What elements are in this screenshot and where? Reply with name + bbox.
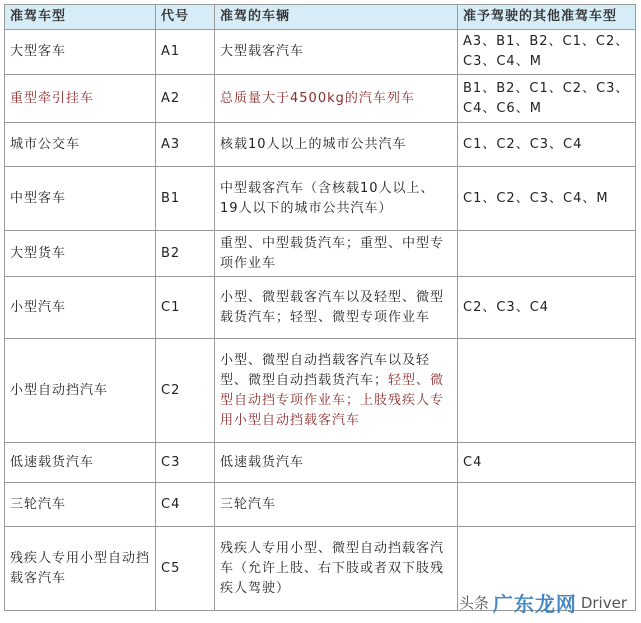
vehicles-text-normal: 小型、微型自动挡载客汽车以及轻型、微型自动挡载货汽车； (220, 352, 431, 388)
cell-class: 残疾人专用小型自动挡载客汽车 (5, 527, 156, 611)
cell-vehicles: 大型载客汽车 (215, 30, 458, 75)
cell-other (458, 231, 636, 277)
cell-other: B1、B2、C1、C2、C3、C4、C6、M (458, 75, 636, 123)
cell-class: 低速载货汽车 (5, 443, 156, 483)
watermark-prefix: 头条 (458, 594, 489, 612)
cell-vehicles: 残疾人专用小型、微型自动挡载客汽车（允许上肢、右下肢或者双下肢残疾人驾驶） (215, 527, 458, 611)
cell-vehicles: 三轮汽车 (215, 483, 458, 527)
table-row (5, 231, 636, 277)
header-other-classes: 准予驾驶的其他准驾车型 (458, 5, 636, 30)
header-vehicles: 准驾的车辆 (215, 5, 458, 30)
cell-vehicles: 总质量大于4500kg的汽车列车 (215, 75, 458, 123)
watermark (459, 588, 627, 617)
cell-code: A2 (156, 75, 215, 123)
cell-vehicles: 低速载货汽车 (215, 443, 458, 483)
table-row (5, 167, 636, 231)
vehicles-text-highlight: 轻型、微型自动挡专项作业车；上肢残疾人专用小型自动挡载客汽车 (220, 372, 445, 428)
cell-class: 大型客车 (5, 30, 156, 75)
table-row (5, 339, 636, 443)
license-class-table (4, 4, 636, 611)
cell-other: C2、C3、C4 (458, 277, 636, 339)
cell-code: C2 (156, 339, 215, 443)
cell-code: C3 (156, 443, 215, 483)
cell-vehicles: 小型、微型载客汽车以及轻型、微型载货汽车；轻型、微型专项作业车 (215, 277, 458, 339)
table-row (5, 75, 636, 123)
cell-other: C1、C2、C3、C4 (458, 123, 636, 167)
header-code: 代号 (156, 5, 215, 30)
cell-class: 城市公交车 (5, 123, 156, 167)
cell-code: A1 (156, 30, 215, 75)
table-row (5, 443, 636, 483)
cell-class: 小型自动挡汽车 (5, 339, 156, 443)
cell-vehicles: 重型、中型载货汽车；重型、中型专项作业车 (215, 231, 458, 277)
table-row (5, 30, 636, 75)
table-header-row (5, 5, 636, 30)
cell-other: A3、B1、B2、C1、C2、C3、C4、M (458, 30, 636, 75)
cell-vehicles: 中型载客汽车（含核载10人以上、19人以下的城市公共汽车） (215, 167, 458, 231)
cell-code: B2 (156, 231, 215, 277)
table-row (5, 483, 636, 527)
cell-code: C4 (156, 483, 215, 527)
cell-code: B1 (156, 167, 215, 231)
cell-other: C1、C2、C3、C4、M (458, 167, 636, 231)
cell-vehicles: 核载10人以上的城市公共汽车 (215, 123, 458, 167)
cell-class: 大型货车 (5, 231, 156, 277)
header-class: 准驾车型 (5, 5, 156, 30)
cell-class: 重型牵引挂车 (5, 75, 156, 123)
cell-code: C1 (156, 277, 215, 339)
cell-other (458, 483, 636, 527)
cell-code: A3 (156, 123, 215, 167)
cell-class: 三轮汽车 (5, 483, 156, 527)
watermark-suffix: Driver (580, 593, 627, 612)
cell-code: C5 (156, 527, 215, 611)
watermark-main: 广东龙网 (492, 592, 577, 616)
cell-class: 小型汽车 (5, 277, 156, 339)
cell-vehicles (215, 339, 458, 443)
table-row (5, 123, 636, 167)
table-row (5, 277, 636, 339)
cell-other (458, 339, 636, 443)
cell-other: C4 (458, 443, 636, 483)
cell-class: 中型客车 (5, 167, 156, 231)
